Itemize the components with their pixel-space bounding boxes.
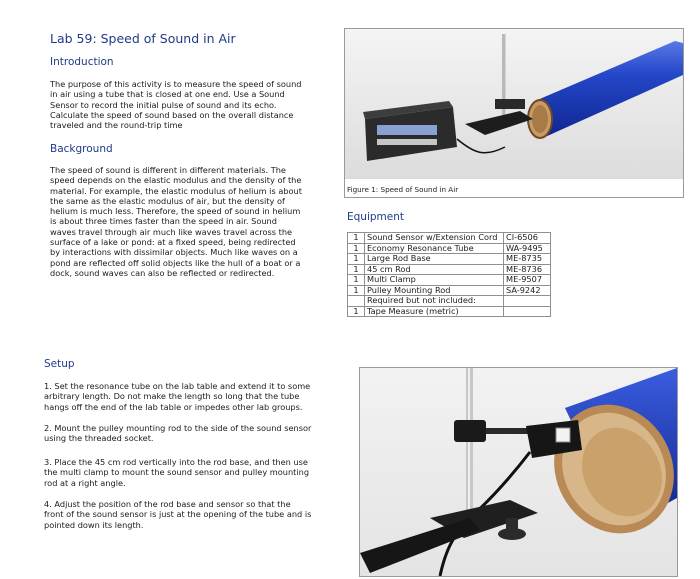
setup-line: pointed down its length.	[44, 519, 144, 530]
qty-cell: 1	[348, 275, 365, 286]
setup-line: hangs off the end of the lab table or impedes other lab groups.	[44, 401, 303, 412]
table-row	[348, 264, 551, 275]
intro-line: The purpose of this activity is to measure the speed of sound	[50, 79, 302, 89]
table-row	[348, 275, 551, 286]
background-line: pond are reflected off solid objects like the hull of a boat or a	[50, 257, 301, 268]
item-cell: Large Rod Base	[365, 254, 504, 265]
background-heading: Background	[50, 143, 113, 155]
equipment-heading: Equipment	[347, 211, 404, 223]
setup-line: 1. Set the resonance tube on the lab table and extend it to some	[44, 381, 311, 391]
setup-line: 2. Mount the pulley mounting rod to the side of the sound sensor	[44, 423, 312, 433]
part-cell: ME-9507	[504, 275, 551, 286]
qty-cell: 1	[348, 264, 365, 275]
intro-line: Sensor to record the initial pulse of sound and its echo.	[50, 99, 277, 110]
background-line: surface of a lake or pond: at a fixed speed, being redirected	[50, 237, 296, 248]
qty-cell: 1	[348, 285, 365, 296]
table-row	[348, 254, 551, 265]
setup-line: the multi clamp to mount the sound sensor and pulley mounting	[44, 467, 310, 478]
qty-cell: 1	[348, 254, 365, 265]
qty-cell: 1	[348, 306, 365, 317]
setup-line: 4. Adjust the position of the rod base and sensor so that the	[44, 499, 291, 509]
item-cell: Tape Measure (metric)	[365, 306, 504, 317]
intro-line: in air using a tube that is closed at one end. Use a Sound	[50, 89, 285, 100]
background-line: by interactions with dissimilar objects. Much like waves on a	[50, 247, 298, 258]
part-cell: CI-6506	[504, 233, 551, 244]
background-line: helium is much less. Therefore, the speed of sound in helium	[50, 206, 301, 217]
figure-2-photo	[360, 368, 677, 576]
figure-2	[359, 367, 678, 577]
table-row	[348, 296, 551, 307]
setup-line: rod at a right angle.	[44, 477, 126, 488]
page-title: Lab 59: Speed of Sound in Air	[50, 31, 236, 46]
intro-line: traveled and the round-trip time	[50, 120, 183, 131]
table-row	[348, 306, 551, 317]
intro-line: Calculate the speed of sound based on the overall distance	[50, 109, 294, 120]
item-cell: 45 cm Rod	[365, 264, 504, 275]
setup-step-2	[44, 423, 311, 444]
qty-cell: 1	[348, 243, 365, 254]
equipment-table	[347, 232, 551, 317]
item-cell: Required but not included:	[365, 296, 504, 307]
item-cell: Multi Clamp	[365, 275, 504, 286]
setup-line: 3. Place the 45 cm rod vertically into the rod base, and then use	[44, 457, 308, 467]
background-line: waves travel through air much like waves travel across the	[50, 226, 293, 237]
setup-line: front of the sound sensor is just at the opening of the tube and is	[44, 509, 312, 520]
part-cell	[504, 306, 551, 317]
part-cell	[504, 296, 551, 307]
item-cell: Economy Resonance Tube	[365, 243, 504, 254]
setup-line: using the threaded socket.	[44, 433, 154, 444]
intro-paragraph	[50, 79, 302, 130]
intro-heading: Introduction	[50, 56, 114, 68]
background-line: The speed of sound is different in different materials. The	[50, 165, 286, 175]
setup-step-3	[44, 457, 309, 488]
setup-line: arbitrary length. Do not make the length so long that the tube	[44, 391, 300, 402]
setup-step-4	[44, 499, 311, 530]
background-line: the same as the elastic modulus of air, but the density of	[50, 195, 285, 206]
setup-step-1	[44, 381, 310, 412]
part-cell: WA-9495	[504, 243, 551, 254]
background-paragraph	[50, 165, 302, 278]
background-line: is about three times faster than the speed in air. Sound	[50, 216, 277, 227]
figure-1-caption: Figure 1: Speed of Sound in Air	[347, 185, 459, 194]
qty-cell	[348, 296, 365, 307]
part-cell: ME-8736	[504, 264, 551, 275]
background-line: dock, sound waves can also be reflected or redirected.	[50, 267, 275, 278]
background-line: material. For example, the elastic modulus of helium is about	[50, 185, 302, 196]
part-cell: SA-9242	[504, 285, 551, 296]
table-row	[348, 233, 551, 244]
table-row	[348, 285, 551, 296]
table-row	[348, 243, 551, 254]
figure-1	[344, 28, 684, 198]
background-line: speed depends on the elastic modulus and the density of the	[50, 175, 302, 186]
part-cell: ME-8735	[504, 254, 551, 265]
item-cell: Pulley Mounting Rod	[365, 285, 504, 296]
setup-heading: Setup	[44, 358, 75, 370]
qty-cell: 1	[348, 233, 365, 244]
figure-1-photo	[345, 29, 683, 197]
item-cell: Sound Sensor w/Extension Cord	[365, 233, 504, 244]
